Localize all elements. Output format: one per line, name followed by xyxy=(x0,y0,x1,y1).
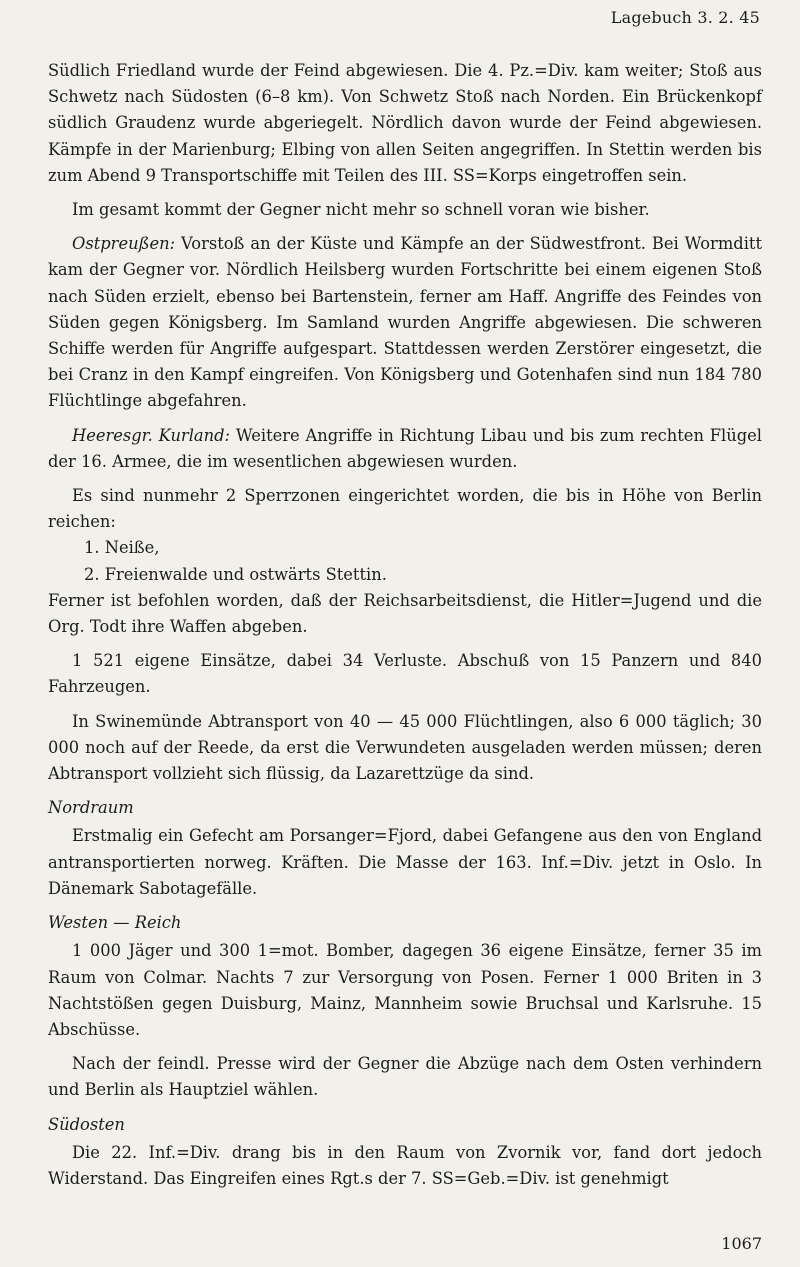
paragraph: Im gesamt kommt der Gegner nicht mehr so schnell voran wie bisher. xyxy=(72,200,650,220)
list-item: 2. Freienwalde und ostwärts Stettin. xyxy=(84,564,387,584)
section-heading: Südosten xyxy=(48,1114,125,1134)
section-label: Heeresgr. Kurland: xyxy=(72,425,231,445)
paragraph: 1 521 eigene Einsätze, dabei 34 Verluste. Abschuß von 15 Panzern und 840 Fahrzeugen. xyxy=(48,651,762,697)
list-item: 1. Neiße, xyxy=(84,538,160,558)
page-number: 1067 xyxy=(721,1234,762,1253)
paragraph: Südlich Friedland wurde der Feind abgewiesen. Die 4. Pz.=Div. kam weiter; Stoß aus Schwetz nach Südosten (6–8 km). Von Schwetz Stoß nach Norden. Ein Brückenkopf südlich Graudenz wurde abgeriegelt. Nördlich davon wurde der Feind abgewiesen. Kämpfe in der Marienburg; Elbing von allen Seiten angegriffen. In Stettin werden bis zum Abend 9 Transportschiffe mit Teilen des III. SS=Korps eingetroffen sein. xyxy=(48,61,762,185)
paragraph: Erstmalig ein Gefecht am Porsanger=Fjord, dabei Gefangene aus den von England antransportierten norweg. Kräften. Die Masse der 163. Inf.=Div. jetzt in Oslo. In Dänemark Sabotagefälle. xyxy=(48,826,762,898)
paragraph: Nach der feindl. Presse wird der Gegner die Abzüge nach dem Osten verhindern und Berlin als Hauptziel wählen. xyxy=(48,1054,762,1100)
section-heading: Westen — Reich xyxy=(48,913,182,933)
paragraph: Es sind nunmehr 2 Sperrzonen eingerichtet worden, die bis in Höhe von Berlin reichen: xyxy=(48,486,762,532)
paragraph: 1 000 Jäger und 300 1=mot. Bomber, dagegen 36 eigene Einsätze, ferner 35 im Raum von Colmar. Nachts 7 zur Versorgung von Posen. Ferner 1 000 Briten in 3 Nachtstößen gegen Duisburg, Mainz, Mannheim sowie Bruchsal und Karlsruhe. 15 Abschüsse. xyxy=(48,941,762,1039)
paragraph: Die 22. Inf.=Div. drang bis in den Raum von Zvornik vor, fand dort jedoch Widerstand. Das Eingreifen eines Rgt.s der 7. SS=Geb.=Div. ist genehmigt xyxy=(48,1142,762,1188)
running-header: Lagebuch 3. 2. 45 xyxy=(610,8,760,27)
paragraph xyxy=(48,423,762,475)
section-label: Ostpreußen: xyxy=(72,234,176,254)
section-heading: Nordraum xyxy=(48,798,134,818)
paragraph-text: Weitere Angriffe in Richtung Libau und bis zum rechten Flügel der 16. Armee, die im wesentlichen abgewiesen wurden. xyxy=(48,425,762,471)
page-body xyxy=(48,58,762,1200)
paragraph xyxy=(48,231,762,414)
paragraph-text: Vorstoß an der Küste und Kämpfe an der Südwestfront. Bei Wormditt kam der Gegner vor. Nördlich Heilsberg wurden Fortschritte bei einem eigenen Stoß nach Süden erzielt, ebenso bei Bartenstein, ferner am Haff. Angriffe des Feindes von Süden gegen Königsberg. Im Samland wurden Angriffe abgewiesen. Die schweren Schiffe werden für Angriffe aufgespart. Stattdessen werden Zerstörer eingesetzt, die bei Cranz in den Kampf eingreifen. Von Königsberg und Gotenhafen sind nun 184 780 Flüchtlinge abgefahren. xyxy=(48,234,762,411)
paragraph: Ferner ist befohlen worden, daß der Reichsarbeitsdienst, die Hitler=Jugend und die Org. Todt ihre Waffen abgeben. xyxy=(48,590,762,637)
paragraph: In Swinemünde Abtransport von 40 — 45 000 Flüchtlingen, also 6 000 täglich; 30 000 noch auf der Reede, da erst die Verwundeten ausgeladen werden müssen; deren Abtransport vollzieht sich flüssig, da Lazarettzüge da sind. xyxy=(48,711,762,784)
